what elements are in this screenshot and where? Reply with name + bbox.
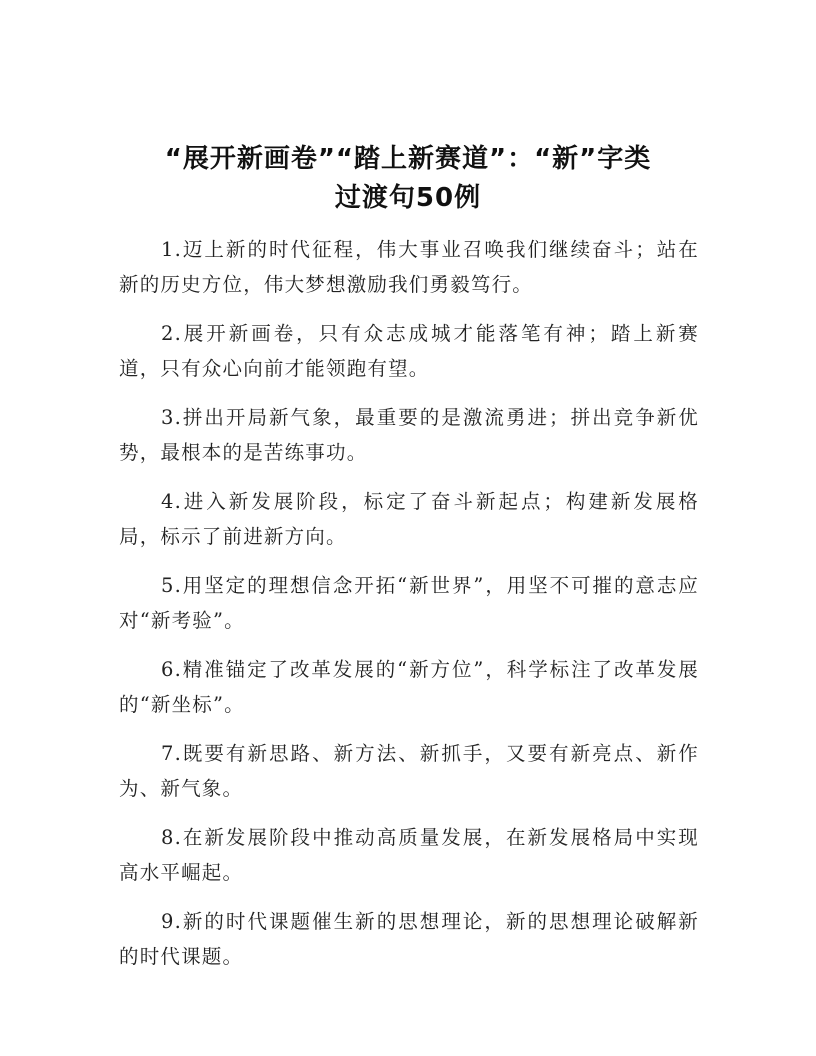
paragraph-1: 1.迈上新的时代征程，伟大事业召唤我们继续奋斗；站在新的历史方位，伟大梦想激励我们勇毅笃行。 bbox=[119, 238, 699, 296]
paragraph-2: 2.展开新画卷，只有众志成城才能落笔有神；踏上新赛道，只有众心向前才能领跑有望。 bbox=[119, 322, 699, 380]
paragraph-5: 5.用坚定的理想信念开拓“新世界”，用坚不可摧的意志应对“新考验”。 bbox=[119, 574, 699, 632]
paragraph-9: 9.新的时代课题催生新的思想理论，新的思想理论破解新的时代课题。 bbox=[119, 910, 699, 968]
paragraph-6: 6.精准锚定了改革发展的“新方位”，科学标注了改革发展的“新坐标”。 bbox=[119, 658, 699, 716]
paragraph-3: 3.拼出开局新气象，最重要的是激流勇进；拼出竞争新优势，最根本的是苦练事功。 bbox=[119, 406, 699, 464]
paragraph-4: 4.进入新发展阶段，标定了奋斗新起点；构建新发展格局，标示了前进新方向。 bbox=[119, 490, 699, 548]
title-line-1: “展开新画卷”“踏上新赛道”：“新”字类 bbox=[164, 144, 652, 174]
document-body bbox=[119, 232, 699, 988]
page-title bbox=[100, 140, 716, 218]
paragraph-7: 7.既要有新思路、新方法、新抓手，又要有新亮点、新作为、新气象。 bbox=[119, 742, 699, 800]
paragraph-8: 8.在新发展阶段中推动高质量发展，在新发展格局中实现高水平崛起。 bbox=[119, 826, 699, 884]
title-line-2: 过渡句50例 bbox=[334, 183, 482, 213]
